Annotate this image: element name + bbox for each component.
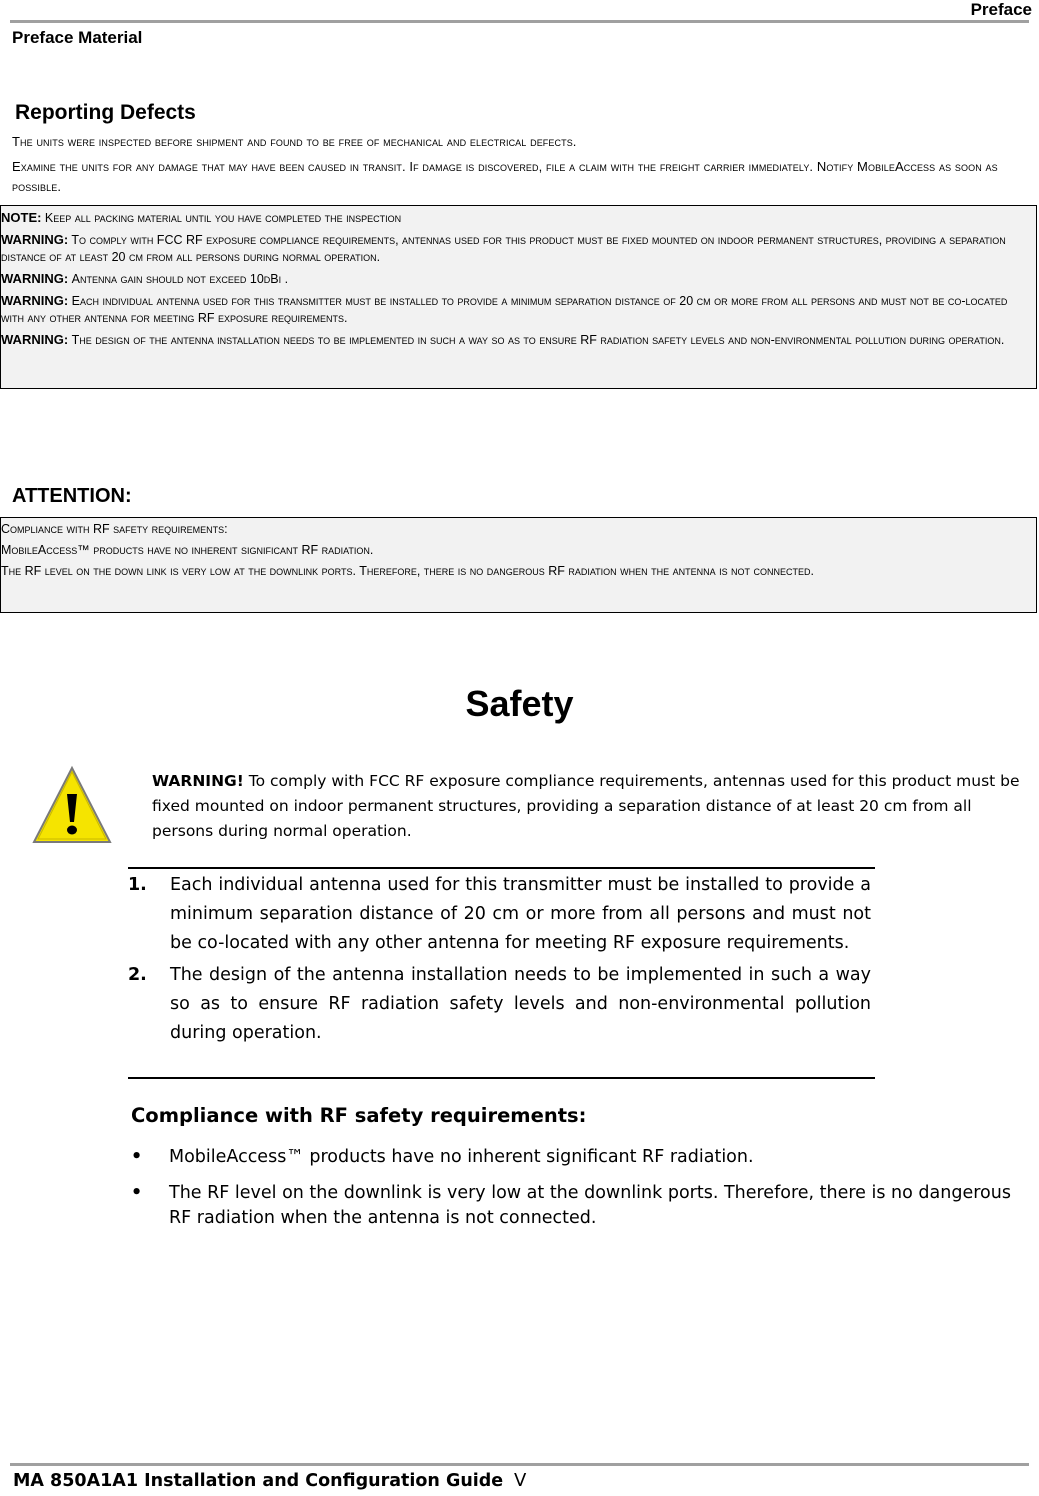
bullet-text: MobileAccess™ products have no inherent significant RF radiation.: [169, 1147, 754, 1167]
safety-warning-body: To comply with FCC RF exposure compliance requirements, antennas used for this product must be fixed mounted on indoor permanent structures, providing a separation distance of at least 20 cm from all persons during normal operation.: [152, 772, 1020, 840]
numbered-list: [128, 871, 871, 1051]
warning-text: To comply with FCC RF exposure compliance requirements, antennas used for this product must be fixed mounted on indoor permanent structures, providing a separation distance of at least 20 cm from all persons during normal operation.: [1, 233, 1006, 264]
notice-text: Keep all packing material until you have completed the inspection: [41, 211, 402, 225]
list-rule-top: [128, 867, 875, 869]
footer-page-number: V: [514, 1470, 527, 1491]
item-number: 1.: [128, 875, 147, 895]
attention-item: Compliance with RF safety requirements:: [1, 522, 228, 536]
warning-label: WARNING:: [1, 293, 69, 308]
compliance-bullets: [131, 1145, 1011, 1242]
attention-item: MobileAccess™ products have no inherent significant RF radiation.: [1, 543, 374, 557]
safety-warning-label: WARNING!: [152, 772, 244, 790]
warning-text: Antenna gain should not exceed 10dBi .: [71, 272, 289, 286]
numbered-item: [128, 871, 871, 958]
numbered-item: [128, 961, 871, 1048]
item-number: 2.: [128, 965, 147, 985]
safety-warning-text: [152, 769, 1022, 844]
notice-item: [1, 331, 1024, 349]
warning-text: Each individual antenna used for this transmitter must be installed to provide a minimum separation distance of 20 cm or more from all persons and must not be co-located with any other antenna for meeting RF exposure requirements.: [1, 294, 1008, 325]
bullet-item: [131, 1181, 1011, 1231]
warning-triangle-icon: [31, 764, 113, 846]
notice-box: [0, 205, 1037, 389]
warning-label: WARNING:: [1, 232, 69, 247]
reporting-paragraph-2: Examine the units for any damage that may have been caused in transit. If damage is discovered, file a claim with the freight carrier immediately. Notify MobileAccess as soon as possible.: [12, 159, 998, 194]
notice-item: [1, 292, 1024, 327]
footer-doc-title: MA 850A1A1 Installation and Configuration Guide: [13, 1471, 504, 1491]
warning-label: WARNING:: [1, 332, 69, 347]
attention-item: The RF level on the down link is very low at the downlink ports. Therefore, there is no dangerous RF radiation when the antenna is not connected.: [1, 564, 814, 578]
item-text: Each individual antenna used for this transmitter must be installed to provide a minimum separation distance of 20 cm or more from all persons and must not be co-located with any other antenna for meeting RF exposure requirements.: [170, 875, 871, 953]
notice-item: [1, 270, 1024, 288]
list-rule-bottom: [128, 1077, 875, 1079]
item-text: The design of the antenna installation needs to be implemented in such a way so as to ensure RF radiation safety levels and non-environmental pollution during operation.: [170, 965, 871, 1043]
reporting-defects-heading: Reporting Defects: [15, 101, 196, 124]
bullet-icon: •: [131, 1183, 143, 1203]
notice-label: NOTE:: [1, 210, 42, 225]
notice-item: [1, 209, 1024, 227]
bullet-icon: •: [131, 1147, 143, 1167]
footer-rule: [10, 1463, 1029, 1466]
header-rule: [10, 20, 1029, 23]
notice-item: [1, 231, 1024, 266]
header-section-right: Preface: [970, 0, 1032, 19]
safety-heading: Safety: [465, 683, 574, 724]
header-section-left: Preface Material: [12, 28, 143, 47]
bullet-text: The RF level on the downlink is very low at the downlink ports. Therefore, there is no dangerous RF radiation when the antenna is not connected.: [169, 1183, 1011, 1228]
compliance-heading: Compliance with RF safety requirements:: [131, 1104, 587, 1127]
warning-text: The design of the antenna installation needs to be implemented in such a way so as to ensure RF radiation safety levels and non-environmental pollution during operation.: [71, 333, 1005, 347]
reporting-paragraph-1: The units were inspected before shipment and found to be free of mechanical and electrical defects.: [12, 134, 577, 149]
bullet-item: [131, 1145, 1011, 1170]
attention-box: [0, 517, 1037, 613]
attention-heading: ATTENTION:: [12, 485, 132, 507]
warning-label: WARNING:: [1, 271, 69, 286]
